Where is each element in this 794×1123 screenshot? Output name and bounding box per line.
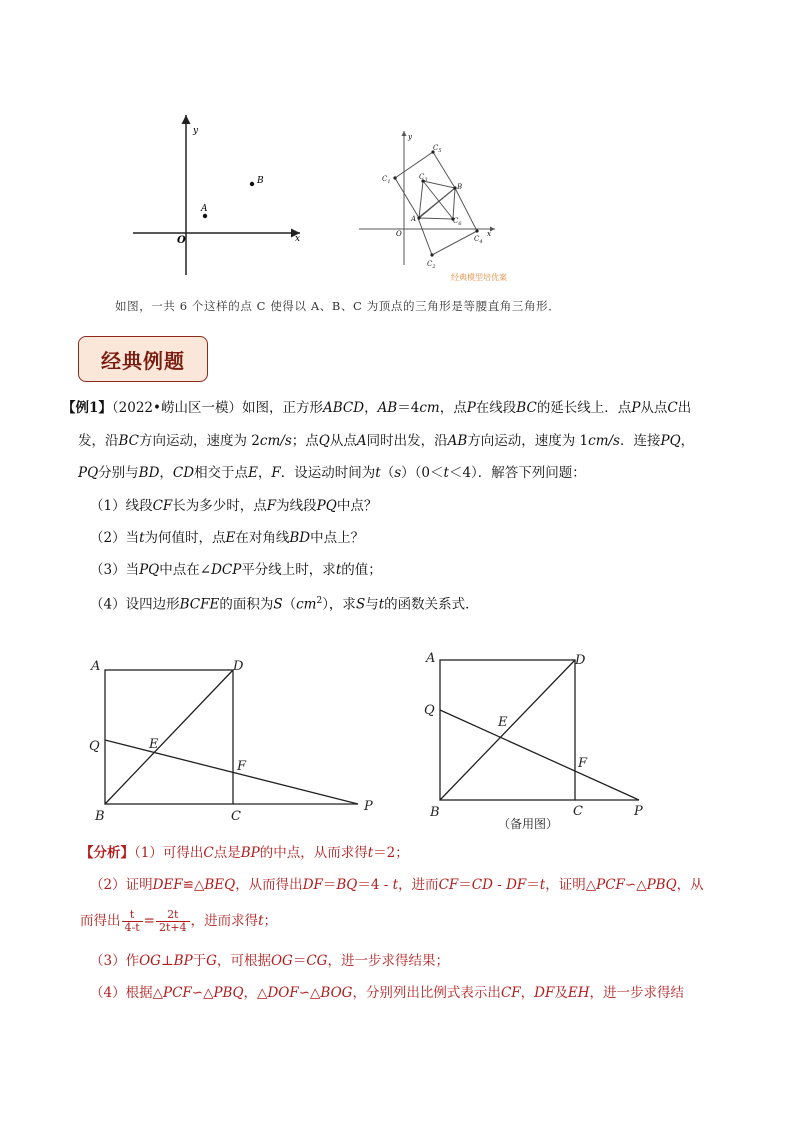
equals-sign: = [143,913,155,929]
text: 同时出发，沿 [366,433,448,449]
math: OG [139,953,161,969]
label-d: D [575,653,586,668]
point-c6-label: $C_6$ [453,217,462,227]
label-d: D [233,659,244,674]
math: t [375,465,381,481]
figure-backup-diagram [420,648,660,833]
text: （4）根据△ [90,985,163,1001]
origin-label: O [396,230,402,238]
label-a: A [426,651,436,666]
x-axis-label: x [487,230,491,238]
text: 的面积为 [219,596,274,613]
math: CD [471,877,493,893]
label-b: B [95,809,105,820]
point-c4 [475,229,478,232]
text: 方向运动，速度为 2 [139,433,260,449]
math: OG [270,953,293,969]
text: ，进一步求得结 [589,985,684,1001]
math: BC [516,400,537,416]
analysis-label: 【分析】 [80,845,134,861]
text: ＝ [292,953,307,969]
math: cm/s [259,433,292,449]
math: t [367,845,374,861]
fraction-left [122,909,143,934]
origin-label: O [177,235,186,246]
text: 从点 [640,400,668,416]
math: CF [438,877,459,893]
math: cm [419,400,440,416]
math: DF [534,985,555,1001]
math: AB [377,400,398,416]
math: Q [318,433,330,449]
text: （4）设四边形 [90,596,180,613]
text: ⊥ [160,953,174,969]
math: s [394,465,402,481]
text: ＝4 - [357,877,393,893]
math: t [443,465,449,481]
question-4 [90,591,479,615]
text: 的函数关系式． [384,596,479,613]
text: ， [257,465,272,481]
math: PBQ [646,877,677,893]
text: ， [520,985,535,1001]
text: ，进而求得 [190,913,259,929]
text: 及 [554,985,568,1001]
text: （1）线段 [90,498,153,514]
point-a [203,214,207,218]
text: ＝2； [373,845,409,861]
label-b: B [430,805,440,820]
math: P [631,400,641,416]
text: 从点 [329,433,357,449]
math: BC [118,433,140,449]
text: ∽△ [298,985,321,1001]
text: ＝ [526,877,540,893]
point-c2-label: $C_2$ [427,260,436,270]
text: ； [263,913,278,929]
point-c1-label: $C_1$ [382,175,391,185]
math: A [356,433,367,449]
label-c: C [231,809,241,820]
math: E [225,530,236,546]
text: （1）可得出 [134,845,204,861]
text: ，△ [243,985,268,1001]
example-line-2 [78,431,694,451]
text: 中点？ [336,498,378,514]
math: S [273,596,283,613]
text: 出 [677,400,692,416]
math: C [203,845,214,861]
label-f: F [237,759,247,774]
math: DF [302,877,323,893]
diagonal-bd [105,670,233,804]
math: PQ [316,498,337,514]
text: 中点上？ [310,530,365,546]
text: ，可根据 [216,953,271,969]
question-1 [90,496,377,516]
label-q: Q [424,703,435,718]
y-axis-label: y [193,126,199,136]
label-p: P [634,804,643,819]
math: BD [138,465,160,481]
example-label: 【例1】 [62,400,112,416]
point-c3-label: $C_3$ [419,173,428,183]
diagonal-bd [440,660,575,800]
numerator: 2t [156,909,190,922]
text: ）（0＜ [401,465,444,481]
label-c: C [573,804,583,819]
denominator: 2t+4 [158,921,187,934]
analysis-line-4 [90,951,449,971]
segment-qp [440,710,639,800]
point-c4-label: $C_4$ [474,235,483,245]
text: ，证明△ [545,877,597,893]
text: 长为多少时，点 [172,498,267,514]
text: 而得出 [80,913,121,929]
section-title-badge: 经典例题 [78,336,208,382]
math: t [335,562,342,578]
point-c2 [430,253,433,256]
math: ABCD [322,400,365,416]
math: DF [506,877,527,893]
math: DOF [267,985,299,1001]
label-e: E [498,715,508,730]
math: AB [447,433,468,449]
text: ＝ [322,877,337,893]
text: ＝4 [397,400,420,416]
text: ∽△ [624,877,647,893]
label-a: A [91,659,101,674]
text: （2022•崂山区一模）如图，正方形 [111,400,323,416]
point-a [417,216,420,219]
math: P [466,400,476,416]
math: CG [306,953,328,969]
text: ，分别列出比例式表示出 [352,985,501,1001]
analysis-line-5 [90,983,684,1003]
text: - [492,877,507,893]
math: BOG [320,985,353,1001]
math: PCF [596,877,625,893]
math: t [539,877,546,893]
text: ，从 [676,877,704,893]
math: DEF [152,877,183,893]
point-c1 [393,176,396,179]
text: 发，沿 [78,433,119,449]
math: cm/s [588,433,620,449]
label-f: F [578,756,588,771]
text: ， [680,433,695,449]
backup-figure-note: （备用图） [498,817,559,831]
point-c5-label: $C_5$ [433,144,442,154]
text: 在对角线 [235,530,290,546]
watermark-text: 经典模型培优案 [451,273,507,282]
text: 为何值时，点 [144,530,226,546]
diagonal-ab [419,188,455,218]
figure-caption: 如图，一共 6 个这样的点 C 使得以 A、B、C 为顶点的三角形是等腰直角三角形． [115,299,561,313]
figure-square-diagram [85,650,385,820]
label-e: E [149,737,159,752]
figure-coordinate-points [125,105,310,280]
math: BP [173,953,193,969]
math: BP [240,845,260,861]
text: 于 [192,953,207,969]
question-2 [90,528,364,548]
math: F [271,465,281,481]
math: DCP [211,562,242,578]
superscript: 2 [316,596,323,606]
text: 的值； [341,562,382,578]
text: 相交于点 [194,465,249,481]
math: PQ [660,433,681,449]
math: CF [152,498,173,514]
point-b [250,182,254,186]
text: 分别与 [98,465,139,481]
math: t [378,596,385,613]
x-axis-label: x [295,234,301,244]
example-line-1 [62,398,691,418]
text: 在线段 [475,400,517,416]
math: S [355,596,366,613]
text: ，进一步求得结果； [327,953,449,969]
text: ， [159,465,173,481]
math: C [667,400,678,416]
text: （2）证明 [90,877,153,893]
text: ， [364,400,378,416]
example-line-3 [78,463,586,483]
text: 平分线上时，求 [241,562,336,578]
text: ；点 [291,433,319,449]
text: ＜4）．解答下列问题： [448,465,586,481]
analysis-line-2 [90,875,704,895]
text: 方向运动，速度为 1 [467,433,589,449]
math: cm [296,596,317,613]
math: BCFE [179,596,220,613]
math: EH [567,985,590,1001]
math: CD [172,465,195,481]
text: 的中点，从而求得 [259,845,368,861]
text: 为线段 [276,498,317,514]
text: ，点 [439,400,467,416]
y-axis-label: y [408,133,412,141]
math: PQ [78,465,99,481]
label-p: P [364,799,373,814]
math: PQ [139,562,160,578]
math: G [206,953,217,969]
text: （3）作 [90,953,140,969]
label-q: Q [89,739,100,754]
math: F [266,498,277,514]
text: ．连接 [619,433,661,449]
text: ．设运动时间为 [280,465,376,481]
text: ，从而得出 [235,877,303,893]
text: （2）当 [90,530,140,546]
math: t [258,913,264,929]
text: ∽△ [191,985,214,1001]
math: E [248,465,258,481]
text: 点是 [213,845,241,861]
denominator: 4-t [124,921,140,934]
math: BD [289,530,311,546]
analysis-line-1 [80,843,409,863]
text: （ [380,465,395,481]
text: 中点在∠ [159,562,212,578]
point-a-label: A [411,215,417,223]
point-b-label: B [257,176,264,186]
math: t [139,530,145,546]
math: PCF [162,985,192,1001]
text: ＝ [458,877,472,893]
math: BEQ [204,877,236,893]
question-3 [90,560,382,580]
math: BQ [336,877,358,893]
figure-six-c-points [355,125,540,285]
point-b-label: B [457,183,463,191]
text: 与 [365,596,379,613]
text: （ [282,596,297,613]
math: PBQ [213,985,244,1001]
analysis-line-3 [80,906,277,936]
fraction-right [156,909,190,934]
math: t [392,877,399,893]
text: ），求 [322,596,356,613]
text: （3）当 [90,562,140,578]
text: 的延长线上．点 [536,400,632,416]
numerator: t [122,909,143,922]
text: ，进而 [398,877,439,893]
point-a-label: A [201,204,208,214]
large-square [418,188,477,255]
text: ≌△ [182,877,205,893]
segment-qp [105,740,358,804]
math: CF [500,985,521,1001]
